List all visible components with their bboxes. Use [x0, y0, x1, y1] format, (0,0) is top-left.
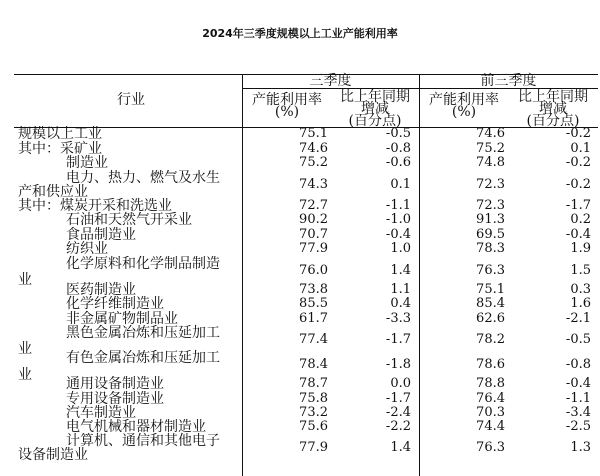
- ytd-util-value: 76.3: [476, 263, 505, 278]
- q3-chg-value: 0.0: [390, 376, 411, 391]
- row-label: 食品制造业: [66, 227, 136, 243]
- q3-chg-value: -1.7: [385, 391, 411, 406]
- q3-util-value: 73.8: [299, 282, 328, 297]
- header-ytd: 前三季度: [480, 73, 537, 89]
- q3-util-value: 85.5: [299, 296, 328, 311]
- row-label: 汽车制造业: [66, 405, 136, 421]
- ytd-util-value: 85.4: [476, 296, 505, 311]
- row-label: 计算机、通信和其他电子: [66, 433, 220, 449]
- row-label-cont: 产和供应业: [18, 184, 88, 200]
- q3-util-value: 75.8: [299, 391, 328, 406]
- q3-util-value: 77.4: [299, 332, 328, 347]
- ytd-chg-value: -0.2: [565, 126, 591, 141]
- q3-util-value: 78.4: [299, 357, 328, 372]
- q3-chg-value: 1.1: [390, 282, 411, 297]
- row-label: 非金属矿物制品业: [66, 311, 178, 327]
- q3-chg-value: -1.0: [385, 212, 411, 227]
- ytd-util-value: 69.5: [476, 227, 505, 242]
- q3-chg-value: -1.7: [385, 332, 411, 347]
- q3-chg-value: 0.1: [390, 177, 411, 192]
- q3-chg-value: -1.1: [385, 198, 411, 213]
- header-q3-chg-1: 比上年同期: [340, 89, 410, 105]
- q3-util-value: 78.7: [299, 376, 328, 391]
- q3-util-value: 77.9: [299, 440, 328, 455]
- q3-util-value: 74.3: [299, 177, 328, 192]
- page-title: 2024年三季度规模以上工业产能利用率: [202, 27, 398, 40]
- ytd-chg-value: -0.2: [565, 155, 591, 170]
- row-label: 有色金属冶炼和压延加工: [66, 350, 220, 366]
- header-ytd-util-2: (%): [451, 104, 477, 120]
- ytd-chg-value: -0.4: [565, 376, 591, 391]
- header-q3-util-1: 产能利用率: [252, 92, 322, 108]
- header-q3-util-2: (%): [274, 104, 300, 120]
- row-label: 纺织业: [66, 241, 108, 257]
- q3-chg-value: 1.0: [390, 241, 411, 256]
- row-label-cont: 业: [18, 367, 32, 383]
- q3-chg-value: -2.2: [385, 419, 411, 434]
- ytd-chg-value: -0.5: [565, 332, 591, 347]
- row-label: 电气机械和器材制造业: [66, 419, 206, 435]
- row-label: 专用设备制造业: [66, 391, 164, 407]
- ytd-util-value: 78.2: [476, 332, 505, 347]
- row-label: 石油和天然气开采业: [66, 212, 192, 228]
- row-label: 医药制造业: [66, 282, 136, 298]
- ytd-chg-value: 1.6: [570, 296, 591, 311]
- header-q3-chg-3: (百分点): [348, 113, 402, 129]
- row-label: 通用设备制造业: [66, 376, 164, 392]
- col-divider-1: [242, 74, 243, 476]
- row-label-cont: 设备制造业: [18, 447, 88, 463]
- ytd-util-value: 75.1: [476, 282, 505, 297]
- header-ytd-chg-2: 增减: [539, 101, 567, 117]
- ytd-util-value: 78.8: [476, 376, 505, 391]
- ytd-util-value: 72.3: [476, 198, 505, 213]
- row-label: 黑色金属冶炼和压延加工: [66, 325, 220, 341]
- row-label: 其中：煤炭开采和洗选业: [18, 198, 172, 214]
- ytd-util-value: 78.6: [476, 357, 505, 372]
- ytd-util-value: 76.3: [476, 440, 505, 455]
- ytd-util-value: 74.4: [476, 419, 505, 434]
- ytd-util-value: 76.4: [476, 391, 505, 406]
- header-ytd-chg-3: (百分点): [526, 113, 580, 129]
- ytd-chg-value: -0.2: [565, 177, 591, 192]
- q3-chg-value: 1.4: [390, 263, 411, 278]
- q3-chg-value: -1.8: [385, 357, 411, 372]
- q3-chg-value: -0.5: [385, 126, 411, 141]
- ytd-util-value: 75.2: [476, 141, 505, 156]
- ytd-chg-value: 1.3: [570, 440, 591, 455]
- q3-util-value: 75.1: [299, 126, 328, 141]
- q3-util-value: 75.6: [299, 419, 328, 434]
- q3-util-value: 61.7: [299, 311, 328, 326]
- q3-chg-value: -0.6: [385, 155, 411, 170]
- header-q3-chg-2: 增减: [361, 101, 389, 117]
- ytd-chg-value: -1.7: [565, 198, 591, 213]
- q3-util-value: 73.2: [299, 405, 328, 420]
- ytd-util-value: 70.3: [476, 405, 505, 420]
- header-industry: 行业: [117, 92, 145, 108]
- q3-chg-value: 0.4: [390, 296, 411, 311]
- ytd-util-value: 74.8: [476, 155, 505, 170]
- ytd-chg-value: 0.3: [570, 282, 591, 297]
- row-label: 规模以上工业: [18, 126, 102, 142]
- q3-chg-value: -0.8: [385, 141, 411, 156]
- header-ytd-chg-1: 比上年同期: [518, 89, 588, 105]
- row-label: 制造业: [66, 155, 108, 171]
- header-ytd-util-1: 产能利用率: [429, 92, 499, 108]
- ytd-chg-value: -1.1: [565, 391, 591, 406]
- header-q3: 三季度: [309, 73, 352, 89]
- ytd-util-value: 74.6: [476, 126, 505, 141]
- ytd-util-value: 62.6: [476, 311, 505, 326]
- ytd-chg-value: -2.5: [565, 419, 591, 434]
- row-label-cont: 业: [18, 341, 32, 357]
- row-label-cont: 业: [18, 272, 32, 288]
- ytd-util-value: 91.3: [476, 212, 505, 227]
- q3-util-value: 76.0: [299, 263, 328, 278]
- q3-util-value: 72.7: [299, 198, 328, 213]
- ytd-chg-value: -3.4: [565, 405, 591, 420]
- ytd-chg-value: -0.8: [565, 357, 591, 372]
- ytd-chg-value: 1.5: [570, 263, 591, 278]
- ytd-util-value: 78.3: [476, 241, 505, 256]
- q3-util-value: 75.2: [299, 155, 328, 170]
- q3-util-value: 90.2: [299, 212, 328, 227]
- q3-util-value: 74.6: [299, 141, 328, 156]
- ytd-chg-value: -2.1: [565, 311, 591, 326]
- row-label: 电力、热力、燃气及水生: [66, 170, 220, 186]
- row-label: 化学原料和化学制品制造: [66, 256, 220, 272]
- ytd-chg-value: 0.2: [570, 212, 591, 227]
- row-label: 其中：采矿业: [18, 141, 102, 157]
- q3-util-value: 77.9: [299, 241, 328, 256]
- q3-chg-value: -3.3: [385, 311, 411, 326]
- ytd-util-value: 72.3: [476, 177, 505, 192]
- row-label: 化学纤维制造业: [66, 296, 164, 312]
- ytd-chg-value: 0.1: [570, 141, 591, 156]
- ytd-chg-value: -0.4: [565, 227, 591, 242]
- q3-chg-value: -2.4: [385, 405, 411, 420]
- col-divider-2: [419, 74, 420, 476]
- q3-chg-value: 1.4: [390, 440, 411, 455]
- ytd-chg-value: 1.9: [570, 241, 591, 256]
- q3-chg-value: -0.4: [385, 227, 411, 242]
- q3-util-value: 70.7: [299, 227, 328, 242]
